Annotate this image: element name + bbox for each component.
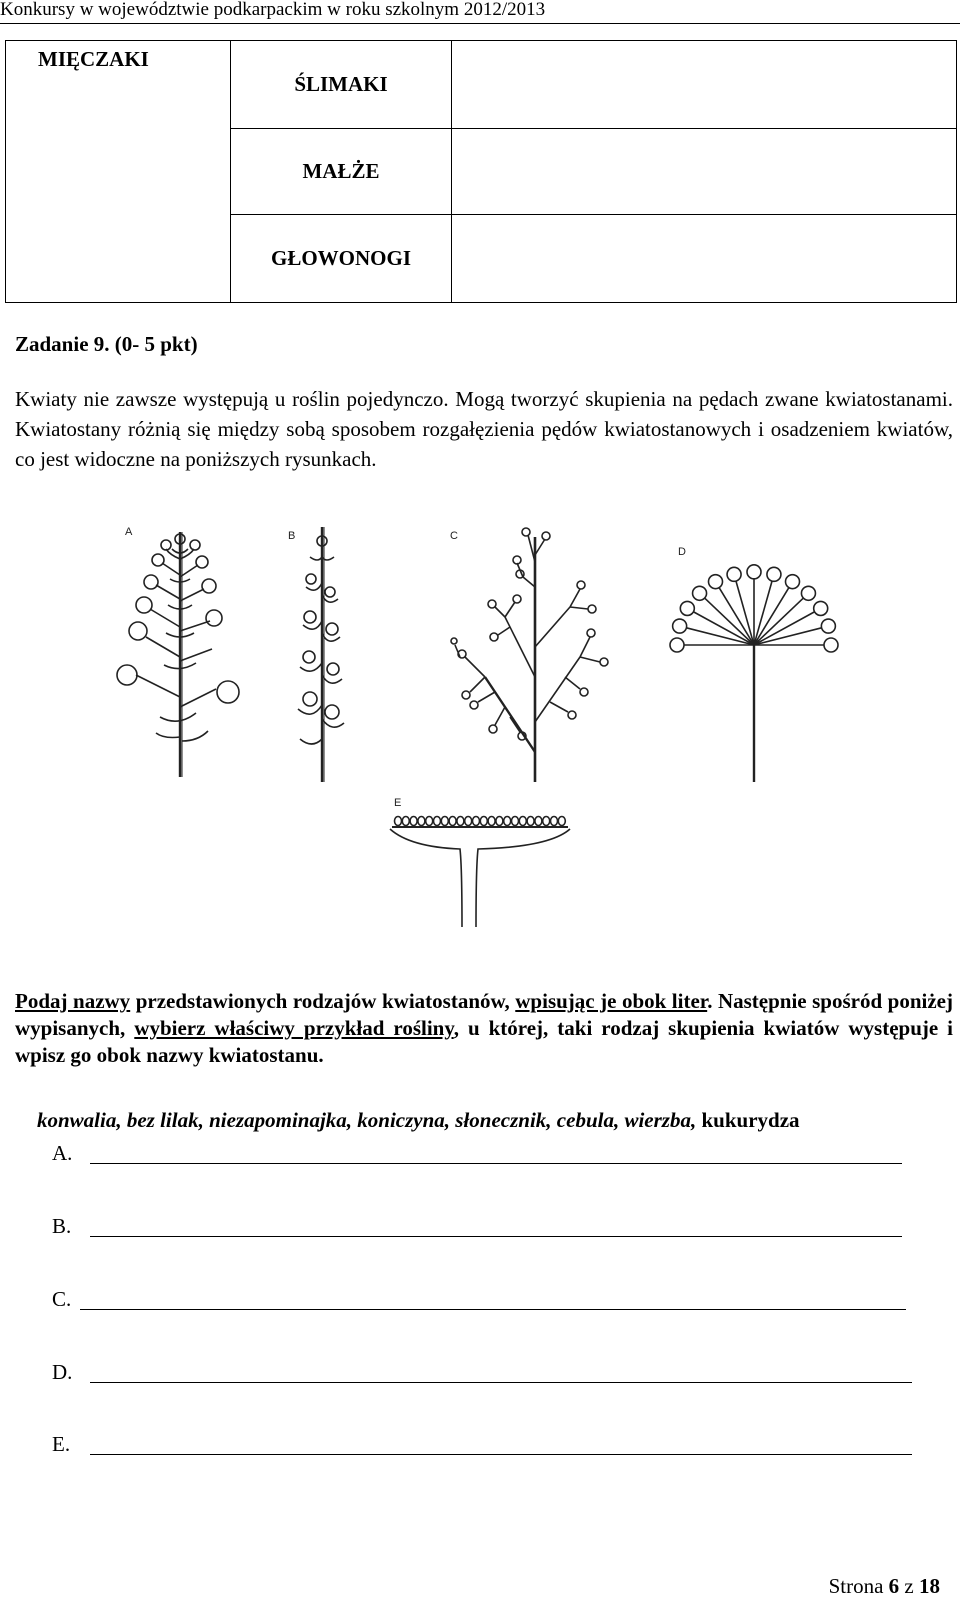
group-cell: MIĘCZAKI xyxy=(6,41,231,303)
answer-cell-2[interactable] xyxy=(452,128,957,215)
head-floret xyxy=(504,817,511,826)
plant-list-sep: , xyxy=(690,1108,702,1132)
umbel-flower xyxy=(693,586,707,600)
umbel-flower xyxy=(801,586,815,600)
umbel-flower xyxy=(767,567,781,581)
drawing-d xyxy=(670,565,838,782)
answer-label-b: B. xyxy=(52,1214,72,1238)
head-floret xyxy=(410,817,417,826)
answer-cell-3[interactable] xyxy=(452,215,957,303)
task-intro: Kwiaty nie zawsze występują u roślin pojedynczo. Mogą tworzyć skupienia na pędach zwane kwiatostanami. Kwiatostany różnią się między sobą sposobem rozgałęzienia pędów kwiatostanowych i osadzeniem kwiatów, co jest widoczne na poniższych rysunkach. xyxy=(15,387,953,471)
label-a: A xyxy=(125,527,133,538)
class-cell-3: GŁOWONOGI xyxy=(231,215,452,303)
instr-text-4: . Następnie spośród poniżej wypisanych, xyxy=(15,989,953,1040)
footer-middle: z xyxy=(899,1574,919,1598)
answer-cell-1[interactable] xyxy=(452,41,957,129)
instr-text-2: przedstawionych rodzajów kwiatostanów, xyxy=(130,989,516,1013)
head-floret xyxy=(418,817,425,826)
drawing-a xyxy=(117,532,239,777)
label-e: E xyxy=(394,797,402,809)
umbel-flower xyxy=(786,575,800,589)
head-floret xyxy=(496,817,503,826)
head-floret xyxy=(395,817,402,826)
answer-rule-c[interactable] xyxy=(80,1309,906,1310)
header-title: Konkursy w województwie podkarpackim w roku szkolnym 2012/2013 xyxy=(0,0,546,20)
label-d: D xyxy=(678,546,686,558)
instr-underlined-5: wybierz właściwy przykład rośliny xyxy=(134,1016,454,1040)
head-floret xyxy=(488,817,495,826)
answer-label-d: D. xyxy=(52,1360,73,1384)
footer-total: 18 xyxy=(919,1574,940,1598)
head-floret xyxy=(457,817,464,826)
answer-line-b[interactable] xyxy=(52,1214,942,1246)
umbel-flower xyxy=(747,565,761,579)
label-c: C xyxy=(450,530,458,542)
head-floret xyxy=(402,817,409,826)
head-floret xyxy=(426,817,433,826)
instr-underlined-3: wpisując je obok liter xyxy=(515,989,708,1013)
head-floret xyxy=(512,817,519,826)
umbel-flower xyxy=(670,638,684,652)
instr-text-6: , u której, taki rodzaj skupienia kwiatów występuje i wpisz go obok nazwy kwiatostanu. xyxy=(15,1016,954,1067)
instr-underlined-1: Podaj nazwy xyxy=(15,989,131,1013)
head-floret xyxy=(441,817,448,826)
umbel-flower xyxy=(709,575,723,589)
plant-list-last: kukurydza xyxy=(701,1108,800,1132)
head-floret xyxy=(558,817,565,826)
umbel-flower xyxy=(821,619,835,633)
answer-rule-d[interactable] xyxy=(90,1382,912,1383)
answer-line-d[interactable] xyxy=(52,1360,942,1392)
class-cell-2: MAŁŻE xyxy=(231,128,452,215)
answer-rule-b[interactable] xyxy=(90,1236,902,1237)
head-floret xyxy=(551,817,558,826)
answer-label-a: A. xyxy=(52,1141,73,1165)
class-cell-1: ŚLIMAKI xyxy=(231,41,452,129)
answer-label-e: E. xyxy=(52,1432,71,1456)
footer-page: 6 xyxy=(888,1574,900,1598)
plant-list-italic: konwalia, bez lilak, niezapominajka, koniczyna, słonecznik, cebula, wierzba xyxy=(37,1108,691,1132)
answer-line-e[interactable] xyxy=(52,1432,942,1464)
umbel-flower xyxy=(673,619,687,633)
umbel-flower xyxy=(814,601,828,615)
head-floret xyxy=(473,817,480,826)
task-title: Zadanie 9. (0- 5 pkt) xyxy=(15,332,198,356)
page-header xyxy=(0,0,960,24)
drawing-c xyxy=(451,528,608,782)
head-floret xyxy=(449,817,456,826)
head-floret xyxy=(543,817,550,826)
footer-prefix: Strona xyxy=(828,1574,889,1598)
answer-line-a[interactable] xyxy=(52,1141,942,1173)
head-floret xyxy=(535,817,542,826)
inflorescence-drawings xyxy=(110,527,850,962)
drawing-e xyxy=(390,817,570,928)
header-rule xyxy=(0,23,960,24)
label-b: B xyxy=(288,530,296,542)
head-floret xyxy=(519,817,526,826)
umbel-flower xyxy=(680,601,694,615)
plant-list xyxy=(37,1108,800,1133)
inflorescence-figure xyxy=(110,527,850,962)
answer-line-c[interactable] xyxy=(52,1287,942,1319)
page-footer xyxy=(829,1574,940,1599)
answer-rule-e[interactable] xyxy=(90,1454,912,1455)
classification-table xyxy=(5,40,957,303)
umbel-flower xyxy=(727,567,741,581)
head-floret xyxy=(480,817,487,826)
head-floret xyxy=(527,817,534,826)
drawing-b xyxy=(298,527,344,782)
umbel-flower xyxy=(824,638,838,652)
answer-rule-a[interactable] xyxy=(90,1163,902,1164)
answer-label-c: C. xyxy=(52,1287,72,1311)
head-floret xyxy=(465,817,472,826)
task-instructions xyxy=(15,988,953,1069)
head-floret xyxy=(434,817,441,826)
